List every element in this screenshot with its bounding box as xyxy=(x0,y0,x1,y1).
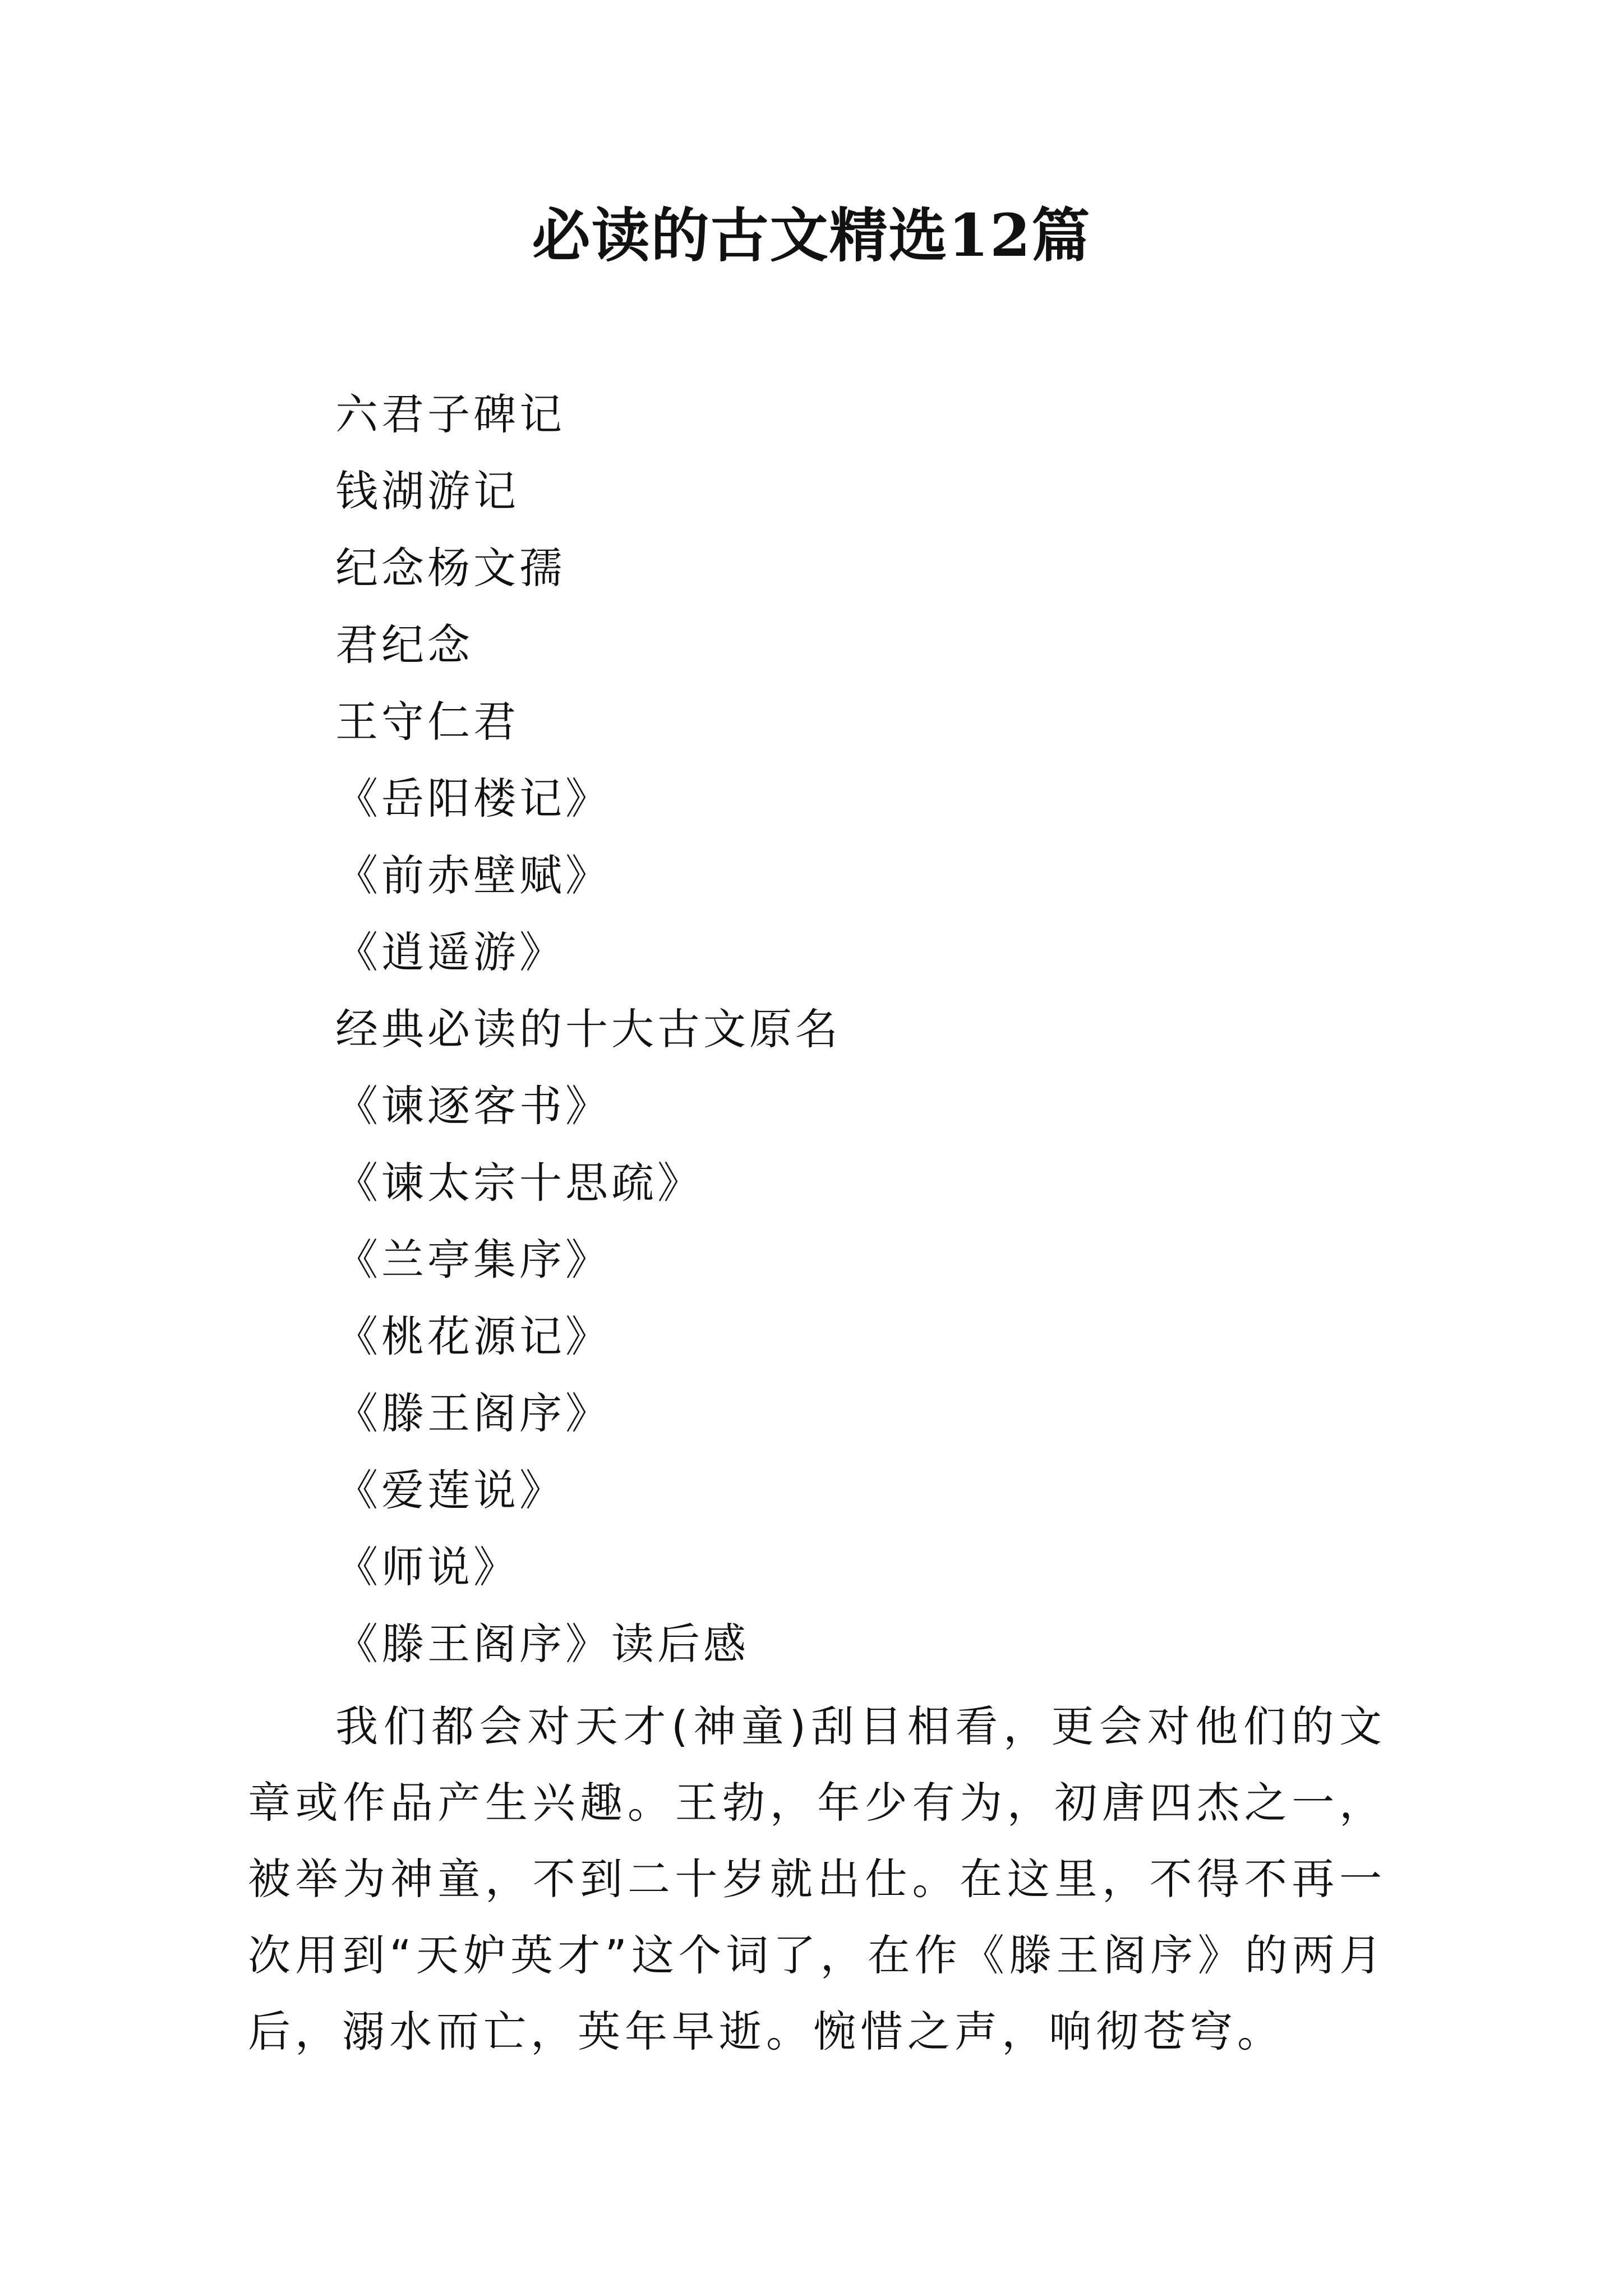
list-item: 钱湖游记 xyxy=(335,466,519,516)
list-item: 六君子碑记 xyxy=(335,389,565,439)
document-title: 必读的古文精选12篇 xyxy=(532,201,1091,270)
title-list xyxy=(335,376,1457,1682)
list-item: 纪念杨文孺 xyxy=(335,543,565,593)
list-item: 《桃花源记》 xyxy=(335,1312,611,1361)
list-item: 经典必读的十大古文原名 xyxy=(335,1004,841,1054)
list-item: 《谏逐客书》 xyxy=(335,1081,611,1131)
list-item: 王守仁君 xyxy=(335,697,519,747)
list-item: 《逍遥游》 xyxy=(335,927,565,977)
list-item: 《爱莲说》 xyxy=(335,1465,565,1515)
list-item: 《滕王阁序》读后感 xyxy=(335,1619,749,1669)
body-paragraph: 我们都会对天才(神童)刮目相看，更会对他们的文章或作品产生兴趣。王勃，年少有为，初唐四杰之一，被举为神童，不到二十岁就出仕。在这里，不得不再一次用到“天妒英才”这个词了，在作《滕王阁序》的两月后，溺水而亡，英年早逝。惋惜之声，响彻苍穹。 xyxy=(248,1701,1386,2056)
list-item: 《岳阳楼记》 xyxy=(335,774,611,823)
list-item: 《兰亭集序》 xyxy=(335,1235,611,1285)
list-item: 《谏太宗十思疏》 xyxy=(335,1158,703,1208)
list-item: 君纪念 xyxy=(335,620,473,670)
list-item: 《师说》 xyxy=(335,1542,519,1592)
list-item: 《滕王阁序》 xyxy=(335,1388,611,1438)
list-item: 《前赤壁赋》 xyxy=(335,850,611,900)
